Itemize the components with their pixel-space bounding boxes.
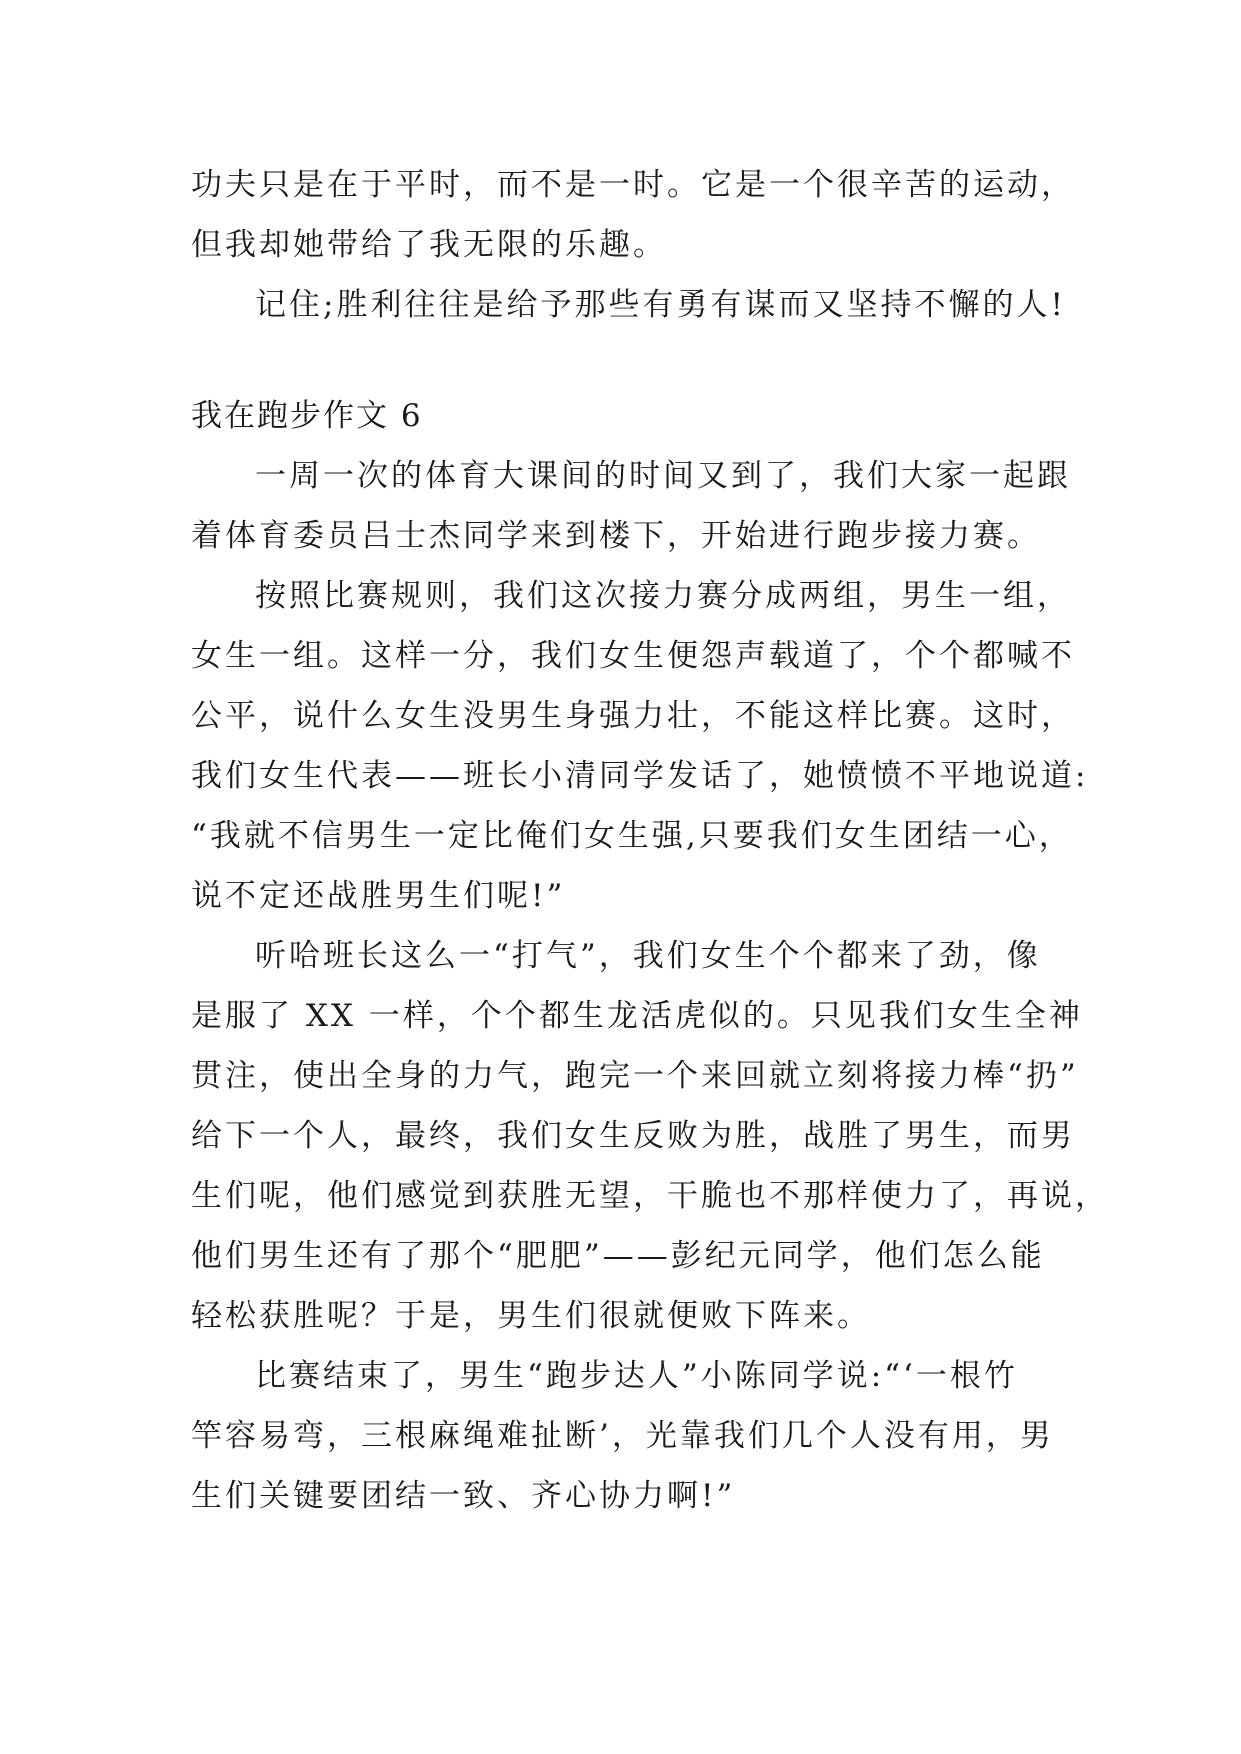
paragraph-line: 按照比赛规则，我们这次接力赛分成两组，男生一组，	[255, 578, 1071, 614]
paragraph-line: “我就不信男生一定比俺们女生强,只要我们女生团结一心，	[191, 818, 1073, 854]
paragraph-line: 生们关键要团结一致、齐心协力啊!”	[191, 1478, 736, 1514]
paragraph-line: 他们男生还有了那个“肥肥”——彭纪元同学，他们怎么能	[191, 1238, 1045, 1274]
paragraph-line: 轻松获胜呢？于是，男生们很就便败下阵来。	[191, 1298, 871, 1334]
paragraph-line: 比赛结束了，男生“跑步达人”小陈同学说:“‘一根竹	[255, 1358, 1018, 1394]
paragraph-line: 听哈班长这么一“打气”，我们女生个个都来了劲，像	[255, 938, 1041, 974]
paragraph-line: 但我却她带给了我无限的乐趣。	[191, 227, 667, 263]
paragraph-line: 给下一个人，最终，我们女生反败为胜，战胜了男生，而男	[191, 1118, 1075, 1154]
paragraph-line: 贯注，使出全身的力气，跑完一个来回就立刻将接力棒“扔”	[191, 1058, 1079, 1094]
paragraph-line: 说不定还战胜男生们呢!”	[191, 878, 566, 914]
paragraph-3	[191, 926, 1109, 1346]
paragraph-line: 是服了 XX 一样，个个都生龙活虎似的。只见我们女生全神	[191, 998, 1083, 1034]
essay-title: 我在跑步作文 6	[191, 398, 423, 434]
paragraph-line: 一周一次的体育大课间的时间又到了，我们大家一起跟	[255, 458, 1071, 494]
paragraph-line: 竿容易弯，三根麻绳难扯断’，光靠我们几个人没有用，男	[191, 1418, 1054, 1454]
essay-heading	[191, 386, 1051, 446]
paragraph-line: 功夫只是在于平时，而不是一时。它是一个很辛苦的运动，	[191, 167, 1075, 203]
paragraph-line: 公平，说什么女生没男生身强力壮，不能这样比赛。这时，	[191, 698, 1075, 734]
closing-paragraph	[191, 275, 1066, 335]
paragraph-line: 女生一组。这样一分，我们女生便怨声载道了，个个都喊不	[191, 638, 1075, 674]
paragraph-4	[191, 1346, 1054, 1526]
paragraph-line: 着体育委员吕士杰同学来到楼下，开始进行跑步接力赛。	[191, 518, 1041, 554]
paragraph-line: 我们女生代表——班长小清同学发话了，她愤愤不平地说道:	[191, 758, 1089, 794]
paragraph-line: 记住;胜利往往是给予那些有勇有谋而又坚持不懈的人!	[255, 287, 1066, 323]
paragraph-2	[191, 566, 1089, 926]
continuation-paragraph	[191, 155, 1075, 275]
paragraph-line: 生们呢，他们感觉到获胜无望，干脆也不那样使力了，再说，	[191, 1178, 1109, 1214]
paragraph-1	[191, 446, 1071, 566]
